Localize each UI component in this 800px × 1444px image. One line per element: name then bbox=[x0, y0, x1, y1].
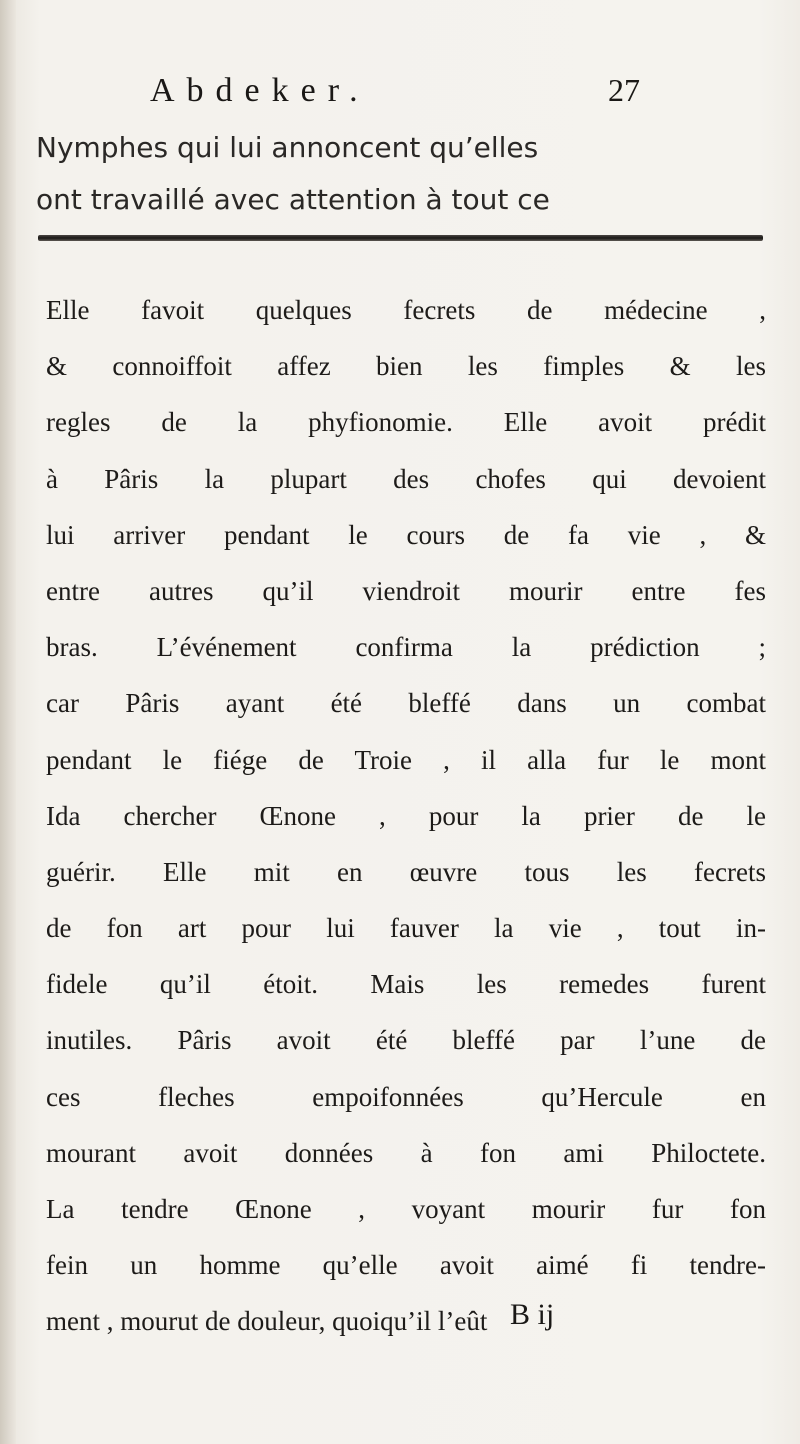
text-line: La tendre Œnone , voyant mourir fur fon bbox=[46, 1194, 766, 1224]
text-line: guérir. Elle mit en œuvre tous les fecrets bbox=[46, 856, 766, 887]
text-line: fein un homme qu’elle avoit aimé fi tendre- bbox=[46, 1250, 766, 1281]
page-header bbox=[150, 72, 640, 112]
text-line: mourant avoit données à fon ami Philoctete. bbox=[46, 1137, 766, 1168]
text-line: Ida chercher Œnone , pour la prier de le bbox=[46, 800, 766, 831]
text-line: Elle favoit quelques fecrets de médecine , bbox=[46, 295, 766, 325]
carryover-line: Nymphes qui lui annoncent qu’elles bbox=[36, 131, 539, 164]
page-number: 27 bbox=[608, 72, 640, 108]
page-gutter-shadow bbox=[0, 0, 16, 1444]
text-line: fidele qu’il étoit. Mais les remedes furent bbox=[46, 969, 766, 1000]
carryover-line: ont travaillé avec attention à tout ce bbox=[36, 183, 550, 216]
text-line: lui arriver pendant le cours de fa vie , & bbox=[46, 519, 766, 550]
text-line: & connoiffoit affez bien les fimples & les bbox=[46, 351, 766, 382]
text-line: regles de la phyfionomie. Elle avoit prédit bbox=[46, 407, 766, 438]
text-line: pendant le fiége de Troie , il alla fur le mont bbox=[46, 744, 766, 775]
text-line: entre autres qu’il viendroit mourir entre fes bbox=[46, 575, 766, 606]
text-line: de fon art pour lui fauver la vie , tout in- bbox=[46, 913, 766, 944]
running-head: Abdeker. bbox=[150, 72, 370, 109]
body-paragraph bbox=[46, 282, 766, 1350]
carryover-text bbox=[36, 122, 776, 226]
text-line: ces fleches empoifonnées qu’Hercule en bbox=[46, 1081, 766, 1112]
section-rule bbox=[38, 235, 763, 241]
text-line: inutiles. Pâris avoit été bleffé par l’une de bbox=[46, 1025, 766, 1056]
signature-mark: B ij bbox=[510, 1298, 555, 1331]
text-line: ment , mourut de douleur, quoiqu’il l’eût bbox=[46, 1306, 488, 1337]
text-line: bras. L’événement confirma la prédiction ; bbox=[46, 632, 766, 663]
text-line: à Pâris la plupart des chofes qui devoient bbox=[46, 463, 766, 494]
text-line: car Pâris ayant été bleffé dans un combat bbox=[46, 688, 766, 719]
